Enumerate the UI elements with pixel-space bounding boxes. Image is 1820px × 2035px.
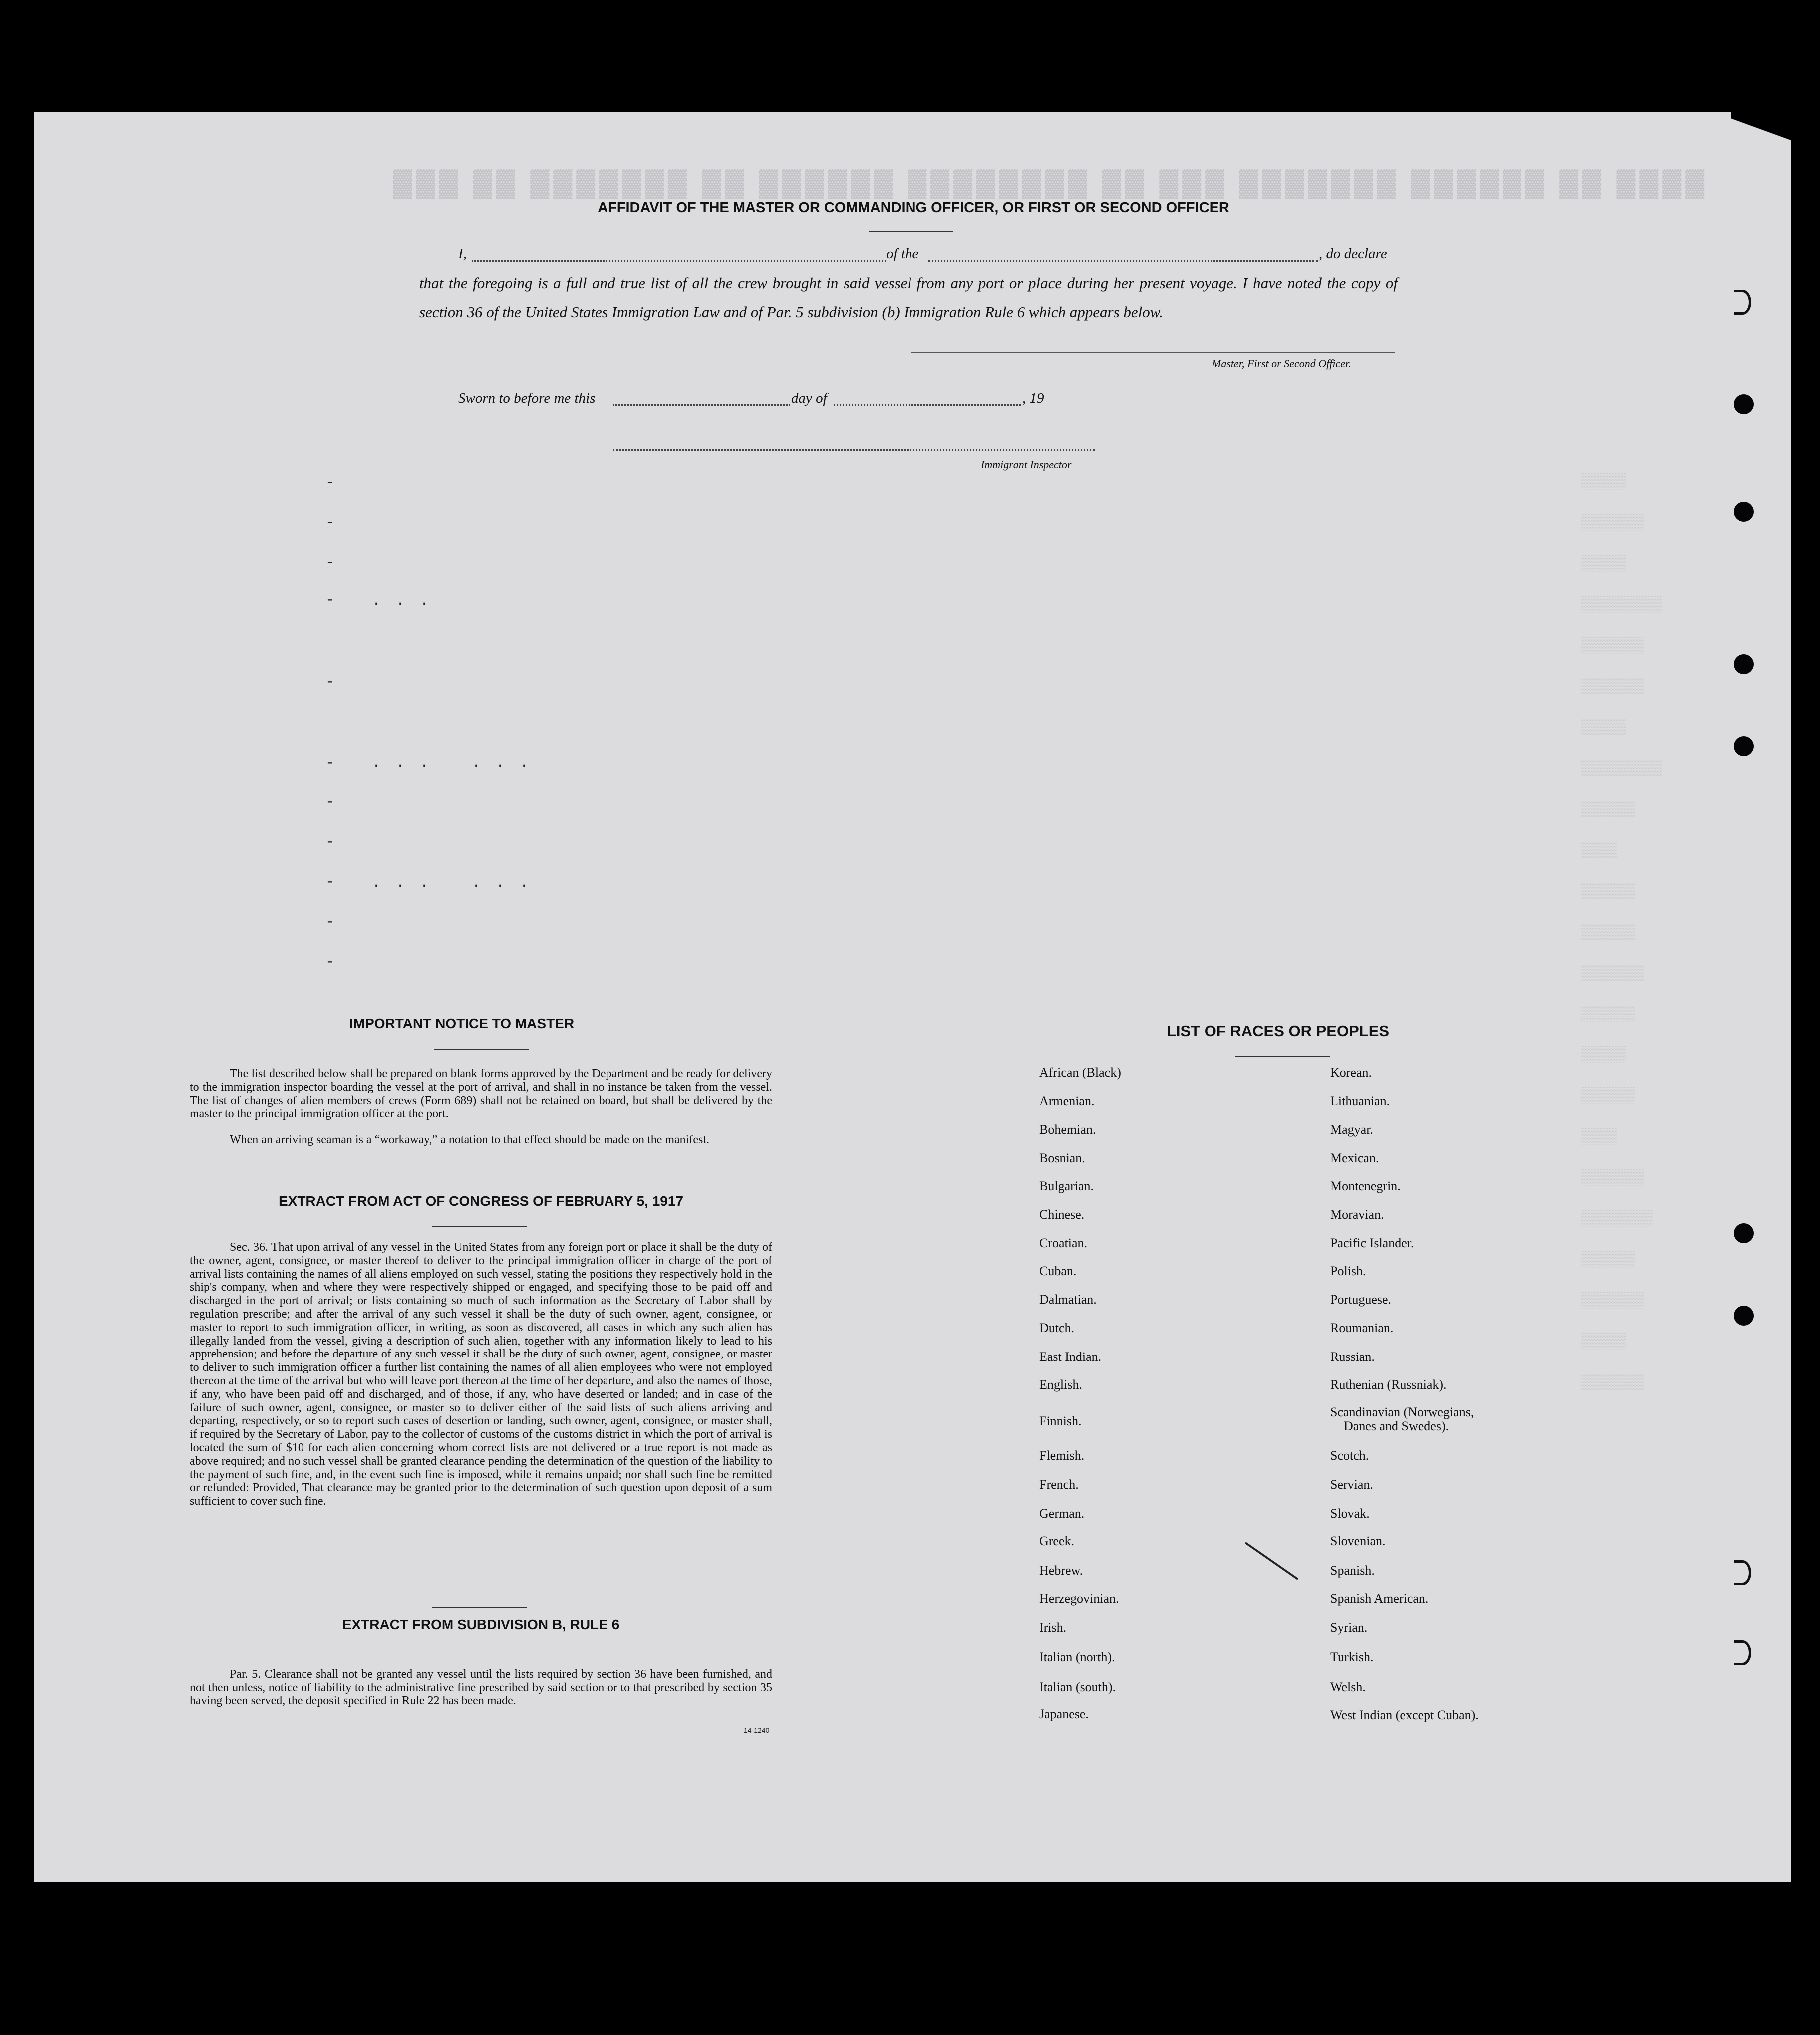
- i-label: I,: [458, 246, 467, 262]
- notice-title: IMPORTANT NOTICE TO MASTER: [349, 1016, 575, 1031]
- race-item: East Indian.: [1039, 1350, 1102, 1364]
- margin-dots: . . .: [372, 875, 432, 892]
- day-of-label: day of: [791, 390, 827, 406]
- margin-dash: -: [325, 474, 335, 491]
- margin-dash: -: [325, 592, 335, 609]
- act-extract-title: EXTRACT FROM ACT OF CONGRESS OF FEBRUARY 5, 1917: [278, 1193, 684, 1209]
- race-item: Syrian.: [1330, 1620, 1368, 1635]
- sworn-month-line[interactable]: [834, 404, 1021, 406]
- punch-hole-icon: [1734, 654, 1754, 674]
- act-extract-body: Sec. 36. That upon arrival of any vessel in the United States from any foreign port or place it shall be the duty of the owner, agent, consignee, or master thereof to deliver to the principal immigration officer in charge of the port of arrival lists containing the names of all aliens employed on such vessel, stating the positions they respectively hold in the ship's company, when and where they were respectively shipped or engaged, and specifying those to be paid off and discharged in the port of arrival; or lists containing so much of such information as the Secretary of Labor shall by regulation prescribe; and after the arrival of any such vessel it shall be the duty of such owner, agent, consignee, or master to report to such immigration officer, in writing, as soon as discovered, all cases in which any such alien has illegally landed from the vessel, giving a description of such alien, together with any information likely to lead to his apprehension; and before the departure of any such vessel it shall be the duty of such owner, agent, consignee, or master to deliver to such immigration officer a further list containing the names of all alien employees who were not employed thereon at the time of the arrival but who will leave port thereon at the time of her departure, and also the names of those, if any, who have been paid off and discharged, and of those, if any, who have deserted or landed; and in case of the failure of such owner, agent, consignee, or master so to deliver either of the said lists of such aliens arriving and departing, respectively, or so to report such cases of desertion or landing, such owner, agent, consignee, or master shall, if required by the Secretary of Labor, pay to the collector of customs of the customs district in which the port of arrival is located the sum of $10 for each alien concerning whom correct lists are not delivered or a true report is not made as above required; and no such vessel shall be granted clearance pending the determination of the question of the liability to the payment of such fine, and, in the event such fine is imposed, while it remains unpaid; nor shall such fine be remitted or refunded: Provided, That clearance may be granted prior to the determination of such question upon deposit of a sum sufficient to cover such fine.: [190, 1241, 772, 1508]
- race-item: West Indian (except Cuban).: [1330, 1708, 1479, 1722]
- punch-hole-icon: [1734, 502, 1754, 522]
- margin-dash: -: [325, 674, 335, 691]
- race-item: German.: [1039, 1506, 1085, 1521]
- race-item: Chinese.: [1039, 1207, 1085, 1222]
- notice-paragraph-2: When an arriving seaman is a “workaway,” a notation to that effect should be made on the manifest.: [230, 1133, 709, 1146]
- divider: [432, 1607, 527, 1608]
- pen-stroke-mark: [1243, 1540, 1303, 1585]
- year-label: , 19: [1022, 390, 1044, 406]
- divider: [434, 1049, 529, 1050]
- name-field-line[interactable]: [472, 260, 886, 262]
- race-item: Portuguese.: [1330, 1292, 1392, 1307]
- race-item: Spanish American.: [1330, 1591, 1429, 1606]
- punch-hole-edge-icon: [1734, 290, 1751, 315]
- punch-hole-icon: [1734, 736, 1754, 756]
- race-item: Welsh.: [1330, 1680, 1366, 1694]
- affidavit-body: that the foregoing is a full and true list of all the crew brought in said vessel from any port or place during her present voyage. I have noted the copy of section 36 of the United States Immigration Law and of Par. 5 subdivision (b) Immigration Rule 6 which appears below.: [419, 274, 1398, 321]
- race-item: Irish.: [1039, 1620, 1067, 1635]
- form-number: 14-1240: [744, 1726, 770, 1734]
- race-item: Italian (south).: [1039, 1680, 1116, 1694]
- vessel-field-line[interactable]: [928, 260, 1318, 262]
- bleed-through-heading: ▓▓▓ ▓▓ ▓▓▓▓▓▓▓ ▓▓ ▓▓▓▓▓▓ ▓▓▓▓▓▓▓▓ ▓▓ ▓▓▓ ▓▓▓▓▓▓▓ ▓▓▓▓▓▓ ▓▓ ▓▓▓▓: [393, 168, 1709, 197]
- race-item: Bosnian.: [1039, 1151, 1085, 1165]
- margin-dash: -: [325, 554, 335, 571]
- margin-dots: . . .: [472, 755, 532, 772]
- race-item: Mexican.: [1330, 1151, 1379, 1165]
- race-item: Bulgarian.: [1039, 1179, 1094, 1193]
- race-item: French.: [1039, 1477, 1079, 1492]
- race-item: African (Black): [1039, 1065, 1121, 1080]
- race-item: English.: [1039, 1377, 1082, 1392]
- race-item: Lithuanian.: [1330, 1094, 1390, 1108]
- race-item: Polish.: [1330, 1264, 1366, 1278]
- signature-line[interactable]: [911, 352, 1395, 353]
- race-item: Herzegovinian.: [1039, 1591, 1119, 1606]
- race-item: Slovenian.: [1330, 1534, 1386, 1548]
- races-title: LIST OF RACES OR PEOPLES: [1166, 1022, 1390, 1040]
- race-item: Turkish.: [1330, 1650, 1374, 1664]
- inspector-signature-line[interactable]: [613, 449, 1095, 451]
- race-item: Moravian.: [1330, 1207, 1384, 1222]
- race-item: Dalmatian.: [1039, 1292, 1097, 1307]
- race-item: Scandinavian (Norwegians,: [1330, 1405, 1474, 1419]
- race-item: Italian (north).: [1039, 1650, 1115, 1664]
- race-item: Roumanian.: [1330, 1321, 1394, 1335]
- signature-label: Master, First or Second Officer.: [1212, 357, 1351, 370]
- race-item: Montenegrin.: [1330, 1179, 1401, 1193]
- race-item: Japanese.: [1039, 1707, 1089, 1721]
- sworn-day-line[interactable]: [613, 404, 790, 406]
- inspector-label: Immigrant Inspector: [981, 458, 1072, 471]
- race-item: Korean.: [1330, 1065, 1372, 1080]
- corner-fold: [1731, 112, 1791, 152]
- margin-dash: -: [325, 834, 335, 851]
- race-item: Ruthenian (Russniak).: [1330, 1377, 1447, 1392]
- race-item: Greek.: [1039, 1534, 1075, 1548]
- of-the-label: of the: [886, 246, 919, 262]
- divider: [1235, 1056, 1330, 1057]
- margin-dash: -: [325, 954, 335, 971]
- margin-dots: . . .: [472, 875, 532, 892]
- declare-label: , do declare: [1319, 246, 1387, 262]
- race-item: Pacific Islander.: [1330, 1236, 1414, 1250]
- punch-hole-icon: [1734, 1306, 1754, 1326]
- margin-dash: -: [325, 914, 335, 931]
- race-item: Finnish.: [1039, 1414, 1082, 1428]
- margin-dash: -: [325, 874, 335, 891]
- margin-dash: -: [325, 514, 335, 531]
- margin-dots: . . .: [372, 593, 432, 610]
- race-item: Servian.: [1330, 1477, 1373, 1492]
- race-item: Hebrew.: [1039, 1563, 1083, 1578]
- divider: [869, 231, 953, 232]
- rule-extract-body: Par. 5. Clearance shall not be granted any vessel until the lists required by section 36 have been furnished, and not then unless, notice of liability to the administrative fine prescribed by said section or to that prescribed by section 35 having been served, the deposit specified in Rule 22 has been made.: [190, 1668, 772, 1707]
- race-item: Danes and Swedes).: [1344, 1419, 1449, 1433]
- punch-hole-edge-icon: [1734, 1560, 1751, 1585]
- notice-paragraph-1: The list described below shall be prepared on blank forms approved by the Department and be ready for delivery to the immigration inspector boarding the vessel at the port of arrival, and shall in no instance be taken from the vessel. The list of changes of alien members of crews (Form 689) shall not be retained on board, but shall be delivered by the master to the principal immigration officer at the port.: [190, 1067, 772, 1121]
- race-item: Magyar.: [1330, 1122, 1373, 1137]
- race-item: Spanish.: [1330, 1563, 1375, 1578]
- bleed-through-col: ▒▒▒▒▒ ▒▒▒▒▒▒▒ ▒▒▒▒▒ ▒▒▒▒▒▒▒▒▒ ▒▒▒▒▒▒▒ ▒▒▒▒▒▒▒ ▒▒▒▒▒ ▒▒▒▒▒▒▒▒▒ ▒▒▒▒▒▒ ▒▒▒▒ ▒▒▒▒▒▒ ▒▒▒▒▒▒ ▒▒▒▒▒▒▒ ▒▒▒▒▒▒ ▒▒▒▒▒ ▒▒▒▒▒▒ ▒▒▒▒ ▒▒▒▒▒▒▒ ▒▒▒▒▒▒▒▒ ▒▒▒▒▒▒ ▒▒▒▒▒▒▒ ▒▒▒▒▒ ▒▒▒▒▒▒▒: [1581, 474, 1663, 1391]
- punch-hole-edge-icon: [1734, 1640, 1751, 1665]
- divider: [432, 1226, 527, 1227]
- margin-dash: -: [325, 794, 335, 811]
- race-item: Cuban.: [1039, 1264, 1077, 1278]
- sworn-label: Sworn to before me this: [458, 390, 596, 406]
- race-item: Slovak.: [1330, 1506, 1370, 1521]
- rule-extract-title: EXTRACT FROM SUBDIVISION B, RULE 6: [342, 1617, 620, 1632]
- affidavit-title: AFFIDAVIT OF THE MASTER OR COMMANDING OFFICER, OR FIRST OR SECOND OFFICER: [598, 200, 1229, 216]
- race-item: Dutch.: [1039, 1321, 1075, 1335]
- race-item: Croatian.: [1039, 1236, 1088, 1250]
- margin-dash: -: [325, 755, 335, 772]
- race-item: Scotch.: [1330, 1448, 1369, 1463]
- race-item: Armenian.: [1039, 1094, 1095, 1108]
- punch-hole-icon: [1734, 1223, 1754, 1243]
- margin-dots: . . .: [372, 755, 432, 772]
- race-item: Russian.: [1330, 1350, 1375, 1364]
- race-item: Bohemian.: [1039, 1122, 1096, 1137]
- punch-hole-icon: [1734, 394, 1754, 414]
- race-item: Flemish.: [1039, 1448, 1085, 1463]
